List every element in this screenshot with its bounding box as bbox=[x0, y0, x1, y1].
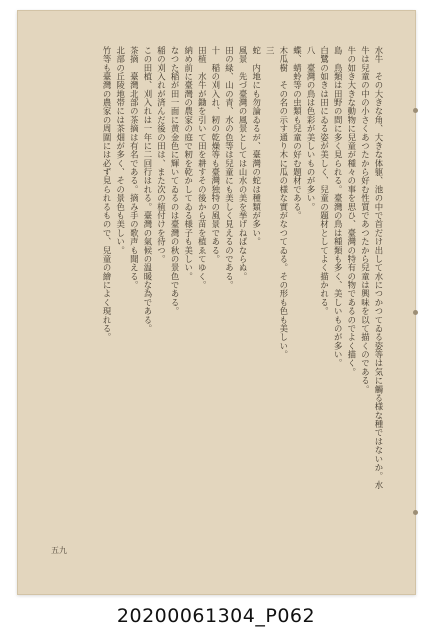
text-column: 牛は兒童の中の小さくあつたから好む性質であつたから兒童は興味を以て描くのである。 bbox=[360, 46, 371, 394]
page-number: 五九 bbox=[51, 546, 67, 555]
binding-hole bbox=[413, 108, 418, 113]
text-column: 北部の丘陵地帯には茶畑が多く、その景色も美しい。 bbox=[115, 46, 126, 255]
text-column: 竹等も臺灣の農家の周圍には必ず見られるもので、兒童の繪によく現れる。 bbox=[102, 46, 113, 342]
binding-hole bbox=[413, 510, 418, 515]
text-column: 十 稲の刈入れ、籾の乾燥等も臺灣独特の風景である。 bbox=[210, 46, 221, 264]
text-column: 牛の如き大きな動物に兒童が種々の事を思ひ、臺灣の特有の物であるのでよく描く。 bbox=[346, 46, 357, 377]
text-column: 田植 水牛が鋤を引いて田を耕すその後から苗を植ゑてゆく。 bbox=[197, 46, 208, 290]
text-column: 田の緑、山の青、水の色等は兒童にも美しく見えるのである。 bbox=[224, 46, 235, 290]
text-column: 木瓜樹 その名の示す通り木に瓜の様な實がなつてゐる。その形も色も美しい。 bbox=[278, 46, 289, 359]
text-column: 白鷺の如きは田にゐる姿が美しく、兒童の題材としてよく描かれる。 bbox=[319, 46, 330, 316]
text-column: 納め前に臺灣の農家の庭で籾を乾かしてゐる様子も美しい。 bbox=[183, 46, 194, 281]
text-column: 八 臺灣の鳥は色彩が美しいものが多い。 bbox=[306, 46, 317, 212]
archive-id-caption: 20200061304_P062 bbox=[116, 605, 316, 627]
text-column: 島 鳥類は田野の間に多く見られる。臺灣の鳥は種類も多く、美しいものが多い。 bbox=[333, 46, 344, 368]
scanned-page bbox=[17, 10, 416, 595]
text-column: 蝶、蜻蛉等の虫類も兒童の好む題材である。 bbox=[292, 46, 303, 220]
text-column: この田植、刈入れは一年に二回行はれる。臺灣の氣候の温暖な為である。 bbox=[142, 46, 153, 333]
text-column: 風景 先づ臺灣の風景としては山水の美を挙げねばならぬ。 bbox=[238, 46, 249, 281]
text-column: 茶摘 臺灣北部の茶摘は有名である。摘み手の歌声も聞える。 bbox=[129, 46, 140, 290]
text-column: 蛇 内地にも勿論ゐるが、臺灣の蛇は種類が多い。 bbox=[251, 46, 262, 246]
text-column: 稲の刈入れが済んだ後の田は、また次の植付けを待つ。 bbox=[156, 46, 167, 264]
vertical-text-block bbox=[73, 46, 385, 506]
text-column: 水牛 その大きな角、大きな体躯、池の中で首だけ出して水につかつてゐる姿等は気に觸る様な種ではないか。水 bbox=[374, 46, 384, 490]
text-column: 三 bbox=[265, 46, 276, 55]
text-column: なつた稲が田一面に黄金色に輝いてゐるのは臺灣の秋の景色である。 bbox=[170, 46, 181, 316]
binding-hole bbox=[413, 310, 418, 315]
